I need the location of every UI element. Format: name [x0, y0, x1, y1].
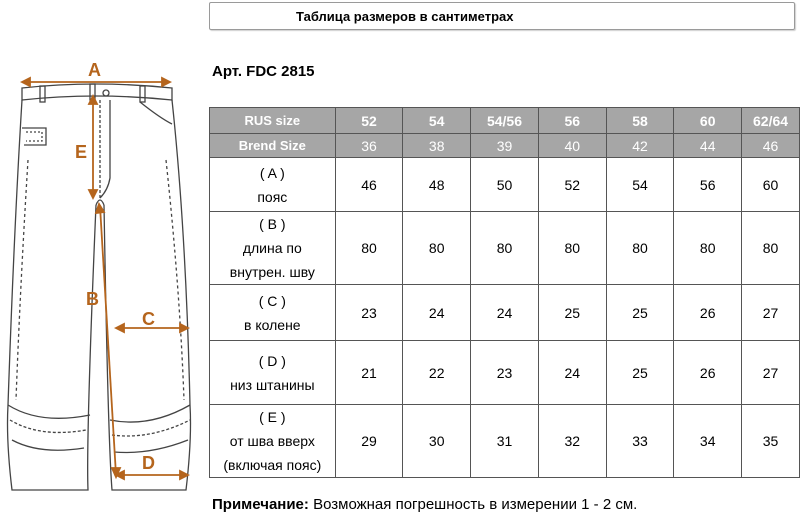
row-code: ( B ) — [259, 216, 286, 232]
table-cell: 31 — [471, 405, 539, 478]
table-cell: 25 — [606, 341, 674, 405]
rus-size-cell: 58 — [606, 108, 674, 134]
table-cell: 35 — [742, 405, 800, 478]
table-row — [210, 158, 800, 212]
title-box — [209, 2, 795, 30]
brand-size-cell: 36 — [335, 134, 403, 158]
table-cell: 21 — [335, 341, 403, 405]
article-number: Арт. FDC 2815 — [212, 63, 315, 80]
table-cell: 24 — [471, 285, 539, 341]
table-cell: 50 — [471, 158, 539, 212]
table-cell: 26 — [674, 285, 742, 341]
row-label — [210, 341, 336, 405]
row-desc: внутрен. шву — [229, 264, 315, 280]
table-cell: 48 — [403, 158, 471, 212]
row-label — [210, 285, 336, 341]
row-label — [210, 212, 336, 285]
table-cell: 80 — [335, 212, 403, 285]
table-cell: 23 — [335, 285, 403, 341]
brand-size-cell: 46 — [742, 134, 800, 158]
table-cell: 25 — [606, 285, 674, 341]
rus-size-label: RUS size — [210, 108, 336, 134]
table-cell: 22 — [403, 341, 471, 405]
table-cell: 30 — [403, 405, 471, 478]
table-cell: 54 — [606, 158, 674, 212]
rus-size-cell: 54 — [403, 108, 471, 134]
jeans-outline — [8, 84, 191, 490]
table-cell: 24 — [538, 341, 606, 405]
table-cell: 27 — [742, 285, 800, 341]
row-label — [210, 405, 336, 478]
row-code: ( A ) — [259, 164, 285, 181]
table-cell: 24 — [403, 285, 471, 341]
label-a: A — [88, 60, 101, 80]
rus-size-row — [210, 108, 800, 134]
brand-size-row — [210, 134, 800, 158]
brand-size-label: Brend Size — [210, 134, 336, 158]
table-cell: 80 — [606, 212, 674, 285]
row-desc: (включая пояс) — [223, 457, 322, 473]
rus-size-cell: 62/64 — [742, 108, 800, 134]
table-cell: 80 — [403, 212, 471, 285]
page-title: Таблица размеров в сантиметрах — [296, 9, 514, 24]
brand-size-cell: 44 — [674, 134, 742, 158]
table-cell: 80 — [538, 212, 606, 285]
table-cell: 32 — [538, 405, 606, 478]
rus-size-cell: 52 — [335, 108, 403, 134]
table-cell: 52 — [538, 158, 606, 212]
table-cell: 33 — [606, 405, 674, 478]
rus-size-cell: 56 — [538, 108, 606, 134]
rus-size-cell: 60 — [674, 108, 742, 134]
table-cell: 27 — [742, 341, 800, 405]
table-cell: 46 — [335, 158, 403, 212]
label-e: E — [75, 142, 88, 162]
table-row — [210, 285, 800, 341]
table-row — [210, 212, 800, 285]
size-table — [209, 107, 800, 478]
label-d: D — [142, 453, 155, 473]
row-code: ( C ) — [258, 292, 286, 309]
label-c: C — [142, 309, 155, 329]
table-cell: 60 — [742, 158, 800, 212]
table-cell: 80 — [471, 212, 539, 285]
table-cell: 34 — [674, 405, 742, 478]
brand-size-cell: 38 — [403, 134, 471, 158]
table-cell: 80 — [742, 212, 800, 285]
label-b: B — [86, 289, 99, 309]
row-desc: длина по — [242, 240, 302, 256]
table-cell: 80 — [674, 212, 742, 285]
brand-size-cell: 40 — [538, 134, 606, 158]
note-label: Примечание: — [212, 496, 309, 513]
row-desc: от шва вверх — [229, 433, 315, 449]
row-label — [210, 158, 336, 212]
row-code: ( D ) — [258, 352, 286, 369]
brand-size-cell: 42 — [606, 134, 674, 158]
note — [212, 496, 637, 513]
table-cell: 26 — [674, 341, 742, 405]
table-cell: 25 — [538, 285, 606, 341]
measure-lines — [22, 78, 188, 479]
table-row — [210, 341, 800, 405]
row-desc: низ штанины — [230, 376, 315, 393]
rus-size-cell: 54/56 — [471, 108, 539, 134]
table-cell: 29 — [335, 405, 403, 478]
table-row — [210, 405, 800, 478]
note-text: Возможная погрешность в измерении 1 - 2 см. — [308, 496, 638, 513]
row-code: ( E ) — [259, 409, 286, 425]
table-cell: 23 — [471, 341, 539, 405]
row-desc: в колене — [244, 316, 301, 333]
row-desc: пояс — [257, 188, 288, 205]
jeans-diagram — [0, 55, 200, 495]
table-cell: 56 — [674, 158, 742, 212]
brand-size-cell: 39 — [471, 134, 539, 158]
